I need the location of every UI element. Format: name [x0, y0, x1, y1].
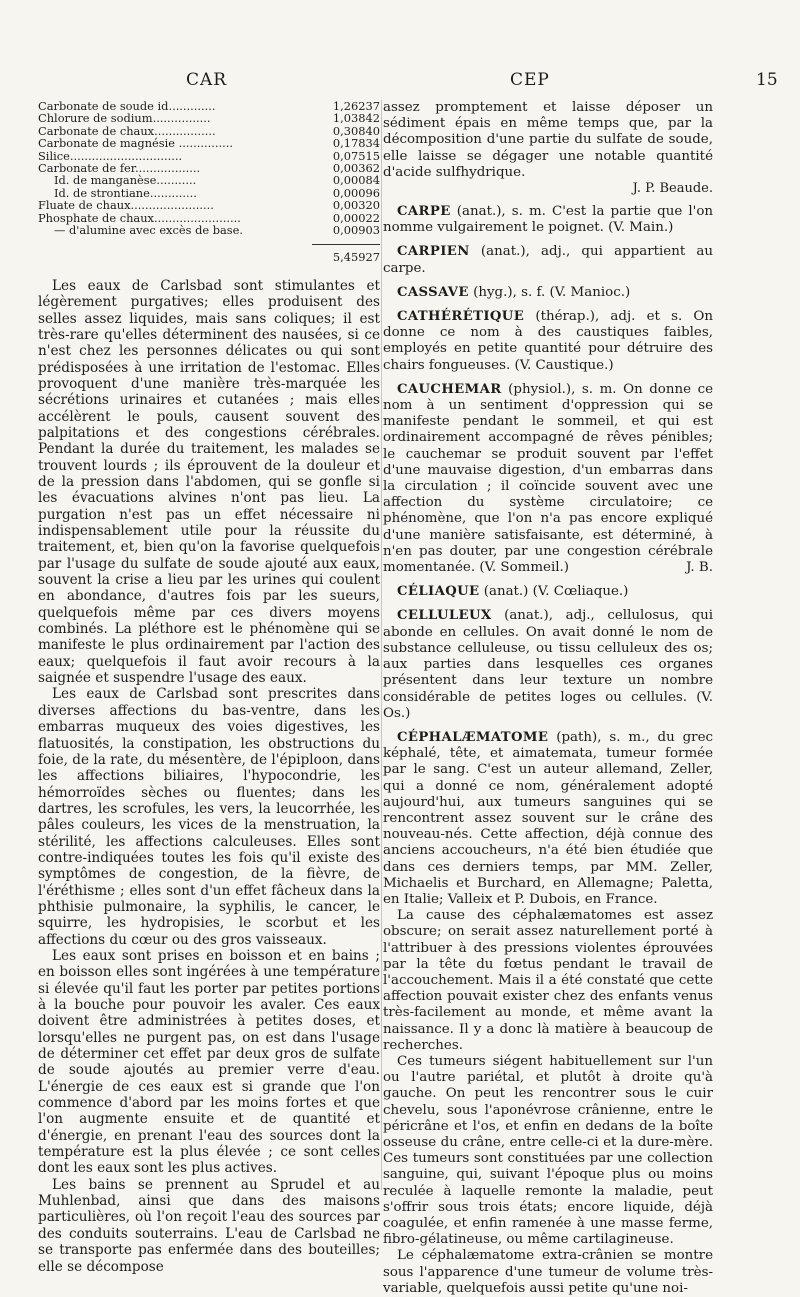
- paragraph-administration: Les eaux sont prises en boisson et en bains ; en boisson elles sont ingérées à une température si élevée qu'il faut les porter par petites portions à la bouche pour pouvoir les avaler. Ces eaux doivent être administrées à petites doses, et lorsqu'elles ne purgent pas, on est dans l'usage de déterminer cet effet par deux gros de sulfate de soude ajoutés au premier verre d'eau. L'énergie de ces eaux est si grande que l'on commence d'abord par les moins fortes et que l'on augmente ensuite et de quantité et d'énergie, en prenant l'eau des sources dont la température est la plus élevée ; ce sont celles dont les eaux sont les plus actives.: [38, 947, 380, 1177]
- row-value: 0,07515: [332, 148, 380, 163]
- entry-body: (hyg.), s. f. (V. Manioc.): [473, 284, 631, 300]
- paragraph-tumeurs: Ces tumeurs siégent habituellement sur l'un ou l'autre pariétal, et plutôt à droite qu'à gauche. On peut les rencontrer sous le cuir chevelu, sous l'aponévrose crânienne, entre le péricrâne et l'os, et enfin en dedans de la boîte osseuse du crâne, entre celle-ci et la dure-mère. Ces tumeurs sont constituées par une collection sanguine, qui, suivant l'époque plus ou moins reculée à laquelle remonte la maladie, peut s'offrir sous trois états; encore liquide, déjà coagulée, et enfin ramenée à une masse ferme, fibro-gélatineuse, ou même cartilagineuse.: [383, 1053, 713, 1248]
- paragraph-extra-cranien: Le céphalæmatome extra-crânien se montre sous l'apparence d'une tumeur de volume très-variable, quelquefois aussi petite qu'une noi-: [383, 1248, 713, 1296]
- paragraph-baths: Les bains se prennent au Sprudel et au Muhlenbad, ainsi que dans des maisons particulières, où l'on reçoit l'eau des sources par des conduits souterrains. L'eau de Carlsbad ne se transporte pas enfermée dans des bouteilles; elle se décompose: [38, 1176, 380, 1275]
- entry-body: (path), s. m., du grec képhalé, tête, et aimatemata, tumeur formée par le sang. C'est un auteur allemand, Zeller, qui a donné ce nom, généralement adopté aujourd'hui, aux tumeurs sanguines qui se rencontrent assez souvent sur le crâne des nouveau-nés. Cette affection, déjà connue des anciens accoucheurs, n'a été bien étudiée que dans ces derniers temps, par MM. Zeller, Michaelis et Burchard, en Allemagne; Paletta, en Italie; Valleix et P. Dubois, en France.: [383, 729, 713, 907]
- row-value: 0,00320: [332, 198, 380, 213]
- entry-cauchemar: [383, 382, 713, 576]
- entry-carpe: [383, 204, 713, 236]
- row-name: Phosphate de chaux........................: [38, 210, 241, 225]
- row-name: Id. de strontiane.............: [54, 185, 197, 200]
- row-value: 0,30840: [332, 123, 380, 138]
- continued-paragraph: assez promptement et laisse déposer un sédiment épais en même temps que, par la décomposition d'une partie du sulfate de soude, elle laisse se dégager une notable quantité d'acide sulfhydrique.: [383, 100, 713, 180]
- right-column: [383, 100, 713, 1297]
- headword: CÉLIAQUE: [397, 584, 480, 600]
- row-value: 0,00362: [332, 161, 380, 176]
- entry-carpien: [383, 244, 713, 276]
- column-rule: [381, 100, 382, 1190]
- table-row: [38, 137, 380, 149]
- row-value: 0,00022: [332, 210, 380, 225]
- composition-table: [38, 100, 380, 264]
- headword: CELLULEUX: [397, 608, 492, 624]
- row-value: 0,00084: [332, 173, 380, 188]
- row-name: Carbonate de soude id.............: [38, 99, 216, 113]
- row-name: Carbonate de magnésie ...............: [38, 136, 233, 151]
- table-total-row: [38, 245, 380, 264]
- entry-catheretique: [383, 309, 713, 374]
- row-value: 0,00096: [332, 185, 380, 200]
- table-row: [38, 224, 380, 236]
- entry-body: (anat.), adj., qui appartient au carpe.: [383, 244, 713, 276]
- table-gap: [38, 236, 380, 245]
- headword: CATHÉRÉTIQUE: [397, 309, 525, 325]
- header-center-word: CEP: [510, 70, 550, 90]
- header-left-word: CAR: [186, 70, 228, 90]
- headword: CARPIEN: [397, 244, 470, 260]
- entry-body: (anat.), adj., cellulosus, qui abonde en cellules. On avait donné le nom de substance celluleuse, ou tissu celluleux des os; aux parties dans lesquelles ces organes présentent dans leur texture un nombre considérable de petites loges ou cellules. (V. Os.): [383, 608, 713, 721]
- running-header: [0, 70, 800, 94]
- left-column: [38, 100, 380, 1275]
- signature-beaude: J. P. Beaude.: [632, 181, 713, 197]
- table-row: [38, 112, 380, 124]
- entry-body: (anat.) (V. Cœliaque.): [483, 584, 629, 600]
- headword: CASSAVE: [397, 284, 469, 300]
- row-value: 0,17834: [332, 136, 380, 151]
- row-name: — d'alumine avec excès de base.: [54, 223, 244, 238]
- table-row: [38, 174, 380, 186]
- entry-celiaque: [383, 584, 713, 600]
- headword: CARPE: [397, 204, 451, 220]
- row-value: 1,26237: [332, 99, 380, 113]
- row-value: 0,00903: [332, 223, 380, 238]
- page-number: 15: [756, 70, 778, 90]
- row-name: Silice...............................: [38, 148, 183, 163]
- row-name: Chlorure de sodium................: [38, 111, 211, 126]
- row-name: Id. de manganèse...........: [54, 173, 197, 188]
- table-total: 5,45927: [312, 245, 380, 264]
- paragraph-effects: Les eaux de Carlsbad sont stimulantes et légèrement purgatives; elles produisent des selles assez liquides, mais sans coliques; il est très-rare qu'elles déterminent des nausées, si ce n'est chez les personnes délicates ou qui sont prédisposées à une irritation de l'estomac. Elles provoquent d'une manière très-marquée les sécrétions urinaires et cutanées ; mais elles accélèrent le pouls, causent souvent des palpitations et des congestions cérébrales. Pendant la durée du traitement, les malades se trouvent lourds ; ils éprouvent de la douleur et de la pression dans l'abdomen, qui se gonfle si les évacuations alvines n'ont pas lieu. La purgation n'est pas un effet nécessaire ni indispensablement utile pour la réussite du traitement, et, bien qu'on la favorise quelquefois par l'usage du sulfate de soude ajouté aux eaux, souvent la crise a lieu par les urines qui coulent en abondance, d'autres fois par les sueurs, quelquefois même par ces divers moyens combinés. La pléthore est le phénomène qui se manifeste le plus ordinairement par l'action des eaux; quelquefois il faut avoir recours à la saignée et suspendre l'usage des eaux.: [38, 277, 380, 687]
- paragraph-cause: La cause des céphalæmatomes est assez obscure; on serait assez naturellement porté à l'attribuer à des pressions violentes éprouvées par la tête du fœtus pendant le travail de l'accouchement. Mais il a été constaté que cette affection pouvait exister chez des enfants venus très-facilement au monde, et même avant la naissance. Il y a donc là matière à beaucoup de recherches.: [383, 908, 713, 1053]
- entry-body: (thérap.), adj. et s. On donne ce nom à des caustiques faibles, employés en petite quantité pour détruire des chairs fongueuses. (V. Caustique.): [383, 309, 713, 373]
- paragraph-indications: Les eaux de Carlsbad sont prescrites dans diverses affections du bas-ventre, dans les embarras muqueux des voies digestives, les flatuosités, la constipation, les obstructions du foie, de la rate, du mésentère, de l'épiploon, dans les affections biliaires, l'hypocondrie, les hémorroïdes sèches ou fluentes; dans les dartres, les scrofules, les vers, la leucorrhée, les pâles couleurs, les vices de la menstruation, la stérilité, les affections calculeuses. Elles sont contre-indiquées toutes les fois qu'il existe des symptômes de congestion, de la fièvre, de l'éréthisme ; elles sont d'un effet fâcheux dans la phthisie pulmonaire, la syphilis, le cancer, le squirre, les hydropisies, le scorbut et les affections du cœur ou des gros vaisseaux.: [38, 686, 380, 948]
- entry-celluleux: [383, 608, 713, 721]
- row-name: Carbonate de chaux.................: [38, 123, 216, 138]
- row-value: 1,03842: [332, 111, 380, 126]
- table-row: [38, 199, 380, 211]
- row-name: Fluate de chaux.......................: [38, 198, 214, 213]
- row-name: Carbonate de fer..................: [38, 161, 201, 176]
- signature-jb: J. B.: [686, 560, 713, 576]
- entry-cephalaematome: [383, 730, 713, 908]
- headword: CÉPHALÆMATOME: [397, 729, 549, 745]
- headword: CAUCHEMAR: [397, 381, 502, 397]
- entry-body: (physiol.), s. m. On donne ce nom à un sentiment d'oppression qui se manifeste pendant le sommeil, et qui est ordinairement accompagné de rêves pénibles; le cauchemar se produit souvent par l'effet d'une mauvaise digestion, d'un embarras dans la circulation ; il coïncide souvent avec une affection du système circulatoire; ce phénomène, que l'on n'a pas encore expliqué d'une manière satisfaisante, est déterminé, à n'en pas douter, par une congestion cérébrale momentanée. (V. Sommeil.): [383, 381, 713, 576]
- entry-body: (anat.), s. m. C'est la partie que l'on nomme vulgairement le poignet. (V. Main.): [383, 204, 714, 236]
- entry-cassave: [383, 285, 713, 301]
